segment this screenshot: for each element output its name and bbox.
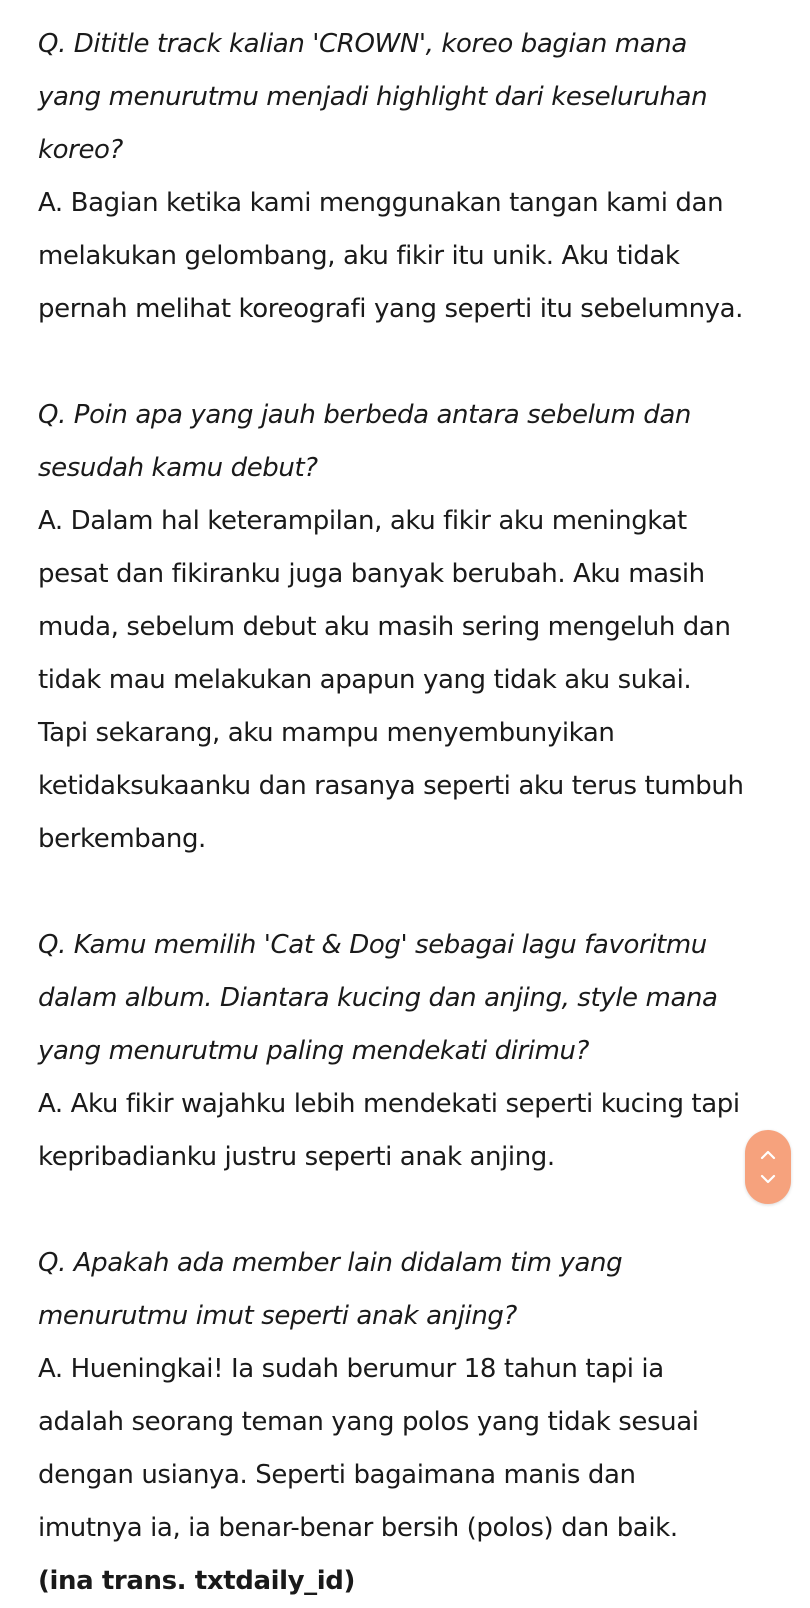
answer-text bbox=[38, 1343, 778, 1555]
answer-text bbox=[38, 177, 778, 336]
text-line: A. Hueningkai! Ia sudah berumur 18 tahun tapi ia bbox=[38, 1354, 664, 1384]
text-line: pesat dan fikiranku juga banyak berubah. Aku masih bbox=[38, 559, 705, 589]
text-line: pernah melihat koreografi yang seperti itu sebelumnya. bbox=[38, 294, 744, 324]
text-line: muda, sebelum debut aku masih sering mengeluh dan bbox=[38, 612, 731, 642]
text-line: melakukan gelombang, aku fikir itu unik. Aku tidak bbox=[38, 241, 680, 271]
question-text bbox=[38, 389, 778, 495]
text-line: A. Bagian ketika kami menggunakan tangan kami dan bbox=[38, 188, 724, 218]
question-text bbox=[38, 18, 778, 177]
text-line: yang menurutmu menjadi highlight dari keseluruhan bbox=[38, 82, 708, 112]
question-text bbox=[38, 1237, 778, 1343]
text-line: A. Dalam hal keterampilan, aku fikir aku meningkat bbox=[38, 506, 687, 536]
text-line: Tapi sekarang, aku mampu menyembunyikan bbox=[38, 718, 615, 748]
text-line: Q. Apakah ada member lain didalam tim yang bbox=[38, 1248, 623, 1278]
text-line: berkembang. bbox=[38, 824, 206, 854]
text-line: adalah seorang teman yang polos yang tidak sesuai bbox=[38, 1407, 699, 1437]
text-line: dalam album. Diantara kucing dan anjing, style mana bbox=[38, 983, 718, 1013]
qa-item bbox=[38, 389, 778, 866]
text-line: menurutmu imut seperti anak anjing? bbox=[38, 1301, 517, 1331]
qa-item bbox=[38, 1237, 778, 1608]
text-line: A. Aku fikir wajahku lebih mendekati seperti kucing tapi bbox=[38, 1089, 740, 1119]
text-line: Q. Dititle track kalian 'CROWN', koreo bagian mana bbox=[38, 29, 687, 59]
translation-credit: (ina trans. txtdaily_id) bbox=[38, 1566, 355, 1596]
text-line: dengan usianya. Seperti bagaimana manis dan bbox=[38, 1460, 636, 1490]
scroll-control[interactable] bbox=[745, 1130, 791, 1204]
chevron-down-icon[interactable] bbox=[759, 1173, 777, 1185]
answer-text bbox=[38, 1078, 778, 1184]
qa-item bbox=[38, 18, 778, 336]
answer-text bbox=[38, 495, 778, 866]
qa-item bbox=[38, 919, 778, 1184]
article-content bbox=[38, 18, 778, 1608]
text-line: imutnya ia, ia benar-benar bersih (polos) dan baik. bbox=[38, 1513, 678, 1543]
text-line: koreo? bbox=[38, 135, 123, 165]
text-line: yang menurutmu paling mendekati dirimu? bbox=[38, 1036, 590, 1066]
chevron-up-icon[interactable] bbox=[759, 1149, 777, 1161]
text-line: Q. Kamu memilih 'Cat & Dog' sebagai lagu favoritmu bbox=[38, 930, 707, 960]
text-line: sesudah kamu debut? bbox=[38, 453, 318, 483]
text-line: tidak mau melakukan apapun yang tidak aku sukai. bbox=[38, 665, 692, 695]
question-text bbox=[38, 919, 778, 1078]
text-line: kepribadianku justru seperti anak anjing. bbox=[38, 1142, 555, 1172]
text-line: ketidaksukaanku dan rasanya seperti aku terus tumbuh bbox=[38, 771, 744, 801]
text-line: Q. Poin apa yang jauh berbeda antara sebelum dan bbox=[38, 400, 691, 430]
